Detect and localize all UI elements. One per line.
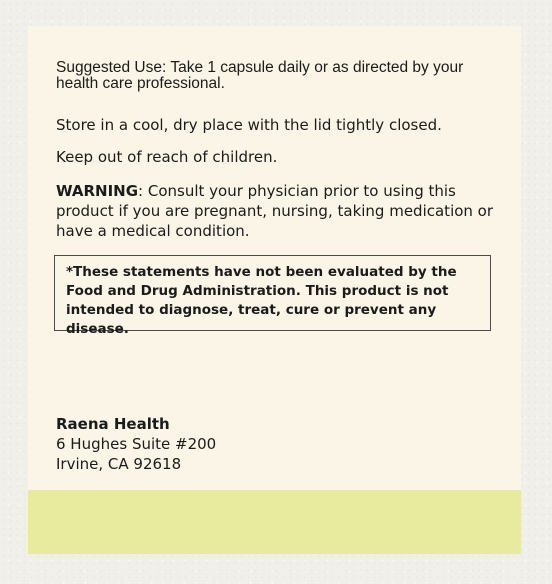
fda-disclaimer-text: *These statements have not been evaluated by the Food and Drug Administration. This product is not intended to diagnose, treat, cure or prevent any disease. bbox=[66, 264, 457, 337]
warning-text: : Consult your physician prior to using this product if you are pregnant, nursing, taking medication or have a medical condition. bbox=[56, 182, 494, 240]
fda-disclaimer-box bbox=[54, 255, 491, 337]
children-warning: Keep out of reach of children. bbox=[56, 148, 278, 166]
storage-instructions: Store in a cool, dry place with the lid tightly closed. bbox=[56, 116, 442, 134]
suggested-use-text: Suggested Use: Take 1 capsule daily or as directed by your health care professional. bbox=[56, 59, 464, 92]
warning-label: WARNING bbox=[56, 182, 139, 200]
warning-paragraph bbox=[56, 181, 506, 241]
address-line-2: Irvine, CA 92618 bbox=[56, 455, 182, 473]
label-footer-band bbox=[28, 490, 521, 554]
address-line-1: 6 Hughes Suite #200 bbox=[56, 435, 217, 453]
company-name: Raena Health bbox=[56, 415, 170, 433]
